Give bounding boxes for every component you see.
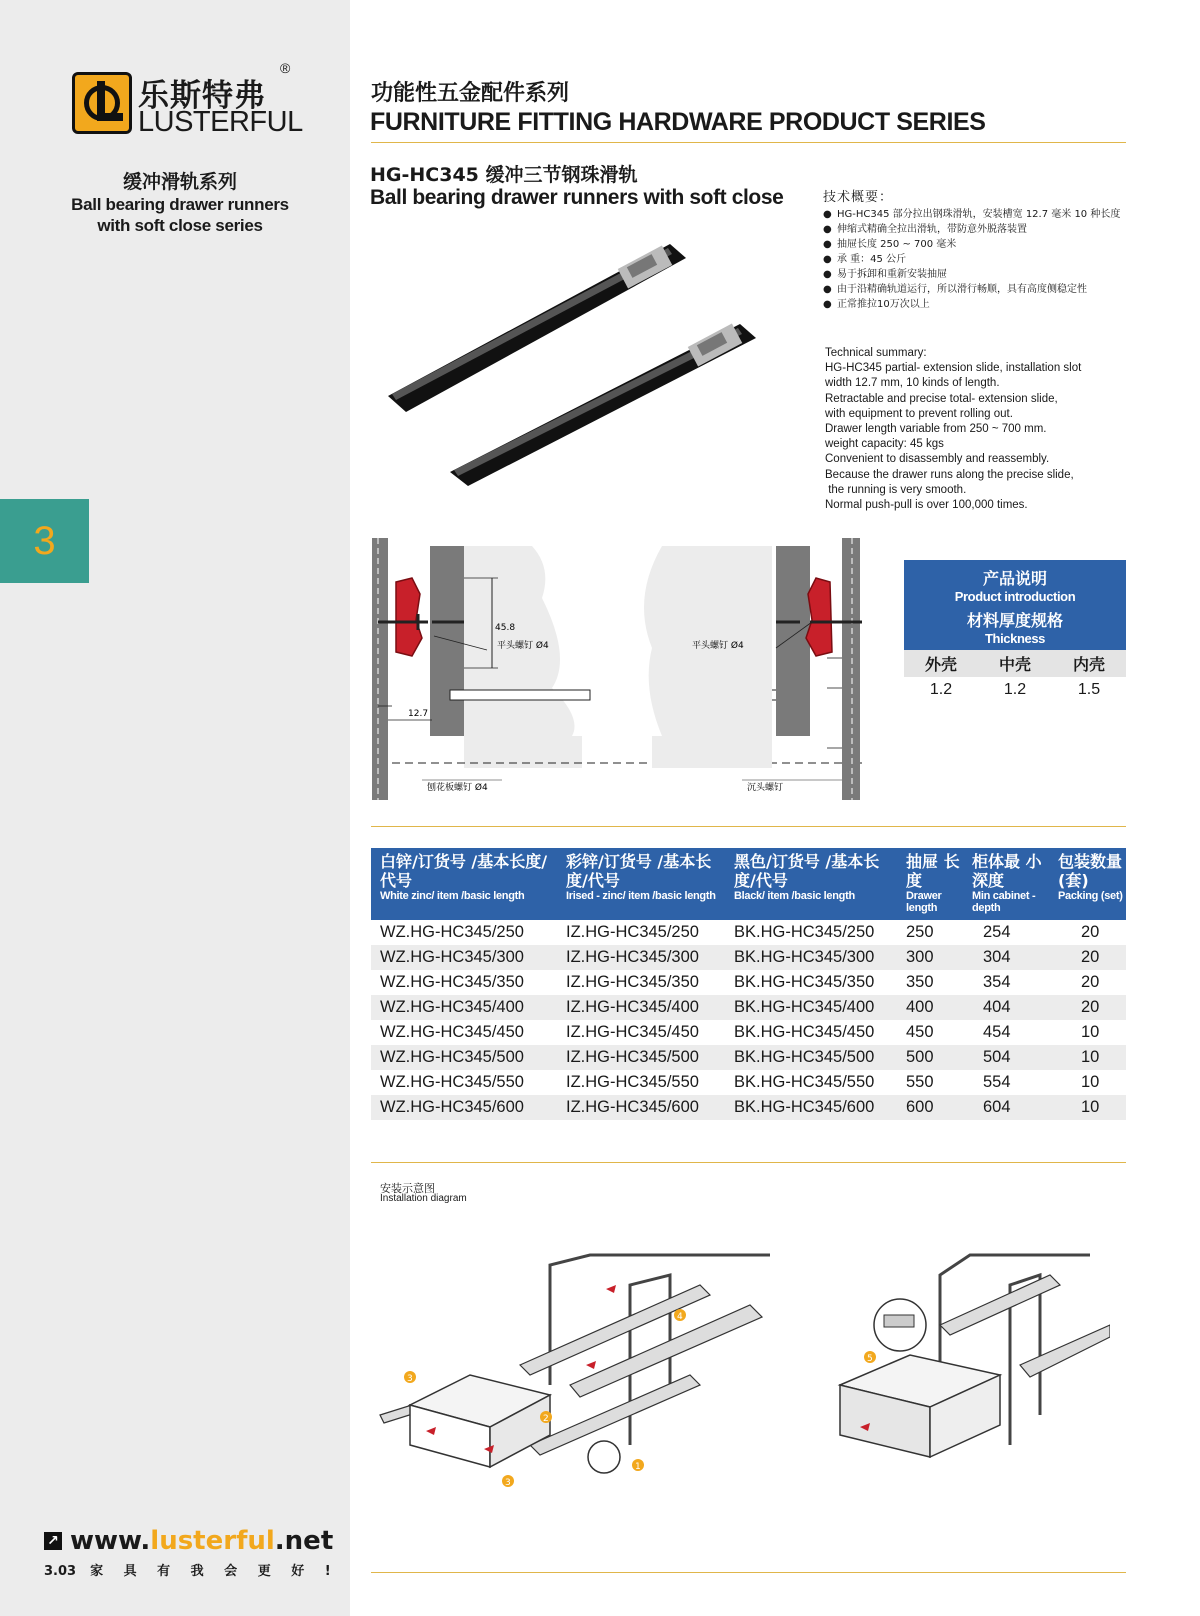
thickness-value: 1.2 xyxy=(929,681,953,698)
dim-height-label: 45.8 xyxy=(495,623,516,633)
header-cn: 抽屉 长度 xyxy=(906,852,960,890)
header-en: Black/ item /basic length xyxy=(734,890,855,902)
header-cn: 白锌/订货号 /基本长度/代号 xyxy=(380,852,548,890)
cell: WZ.HG-HC345/450 xyxy=(380,1023,524,1041)
spec-line: Convenient to disassembly and reassembly. xyxy=(825,453,1050,466)
spec-bullet: ● 正常推拉10万次以上 xyxy=(823,297,1133,312)
cell: WZ.HG-HC345/350 xyxy=(380,973,524,991)
cell: 554 xyxy=(983,1073,1011,1091)
tech-spec-cn xyxy=(823,186,1133,312)
table-row xyxy=(371,970,1126,995)
cross-section-diagram xyxy=(372,538,882,800)
step-badge: 3 xyxy=(407,1374,413,1384)
screw-right-label: 平头螺钉 Ø4 xyxy=(692,641,744,651)
spec-box-title-en: Product introduction xyxy=(954,589,1076,604)
spec-bullet: ● 伸缩式精确全拉出滑轨，带防意外脱落装置 xyxy=(823,222,1133,237)
cell: 250 xyxy=(906,923,934,941)
table-row xyxy=(371,1020,1126,1045)
series-title-en-line2: with soft close series xyxy=(97,216,263,235)
thickness-value: 1.2 xyxy=(1003,681,1027,698)
cell: 350 xyxy=(906,973,934,991)
cell: WZ.HG-HC345/600 xyxy=(371,1095,557,1120)
product-title-cn: HG-HC345 缓冲三节钢珠滑轨 xyxy=(370,164,638,186)
thickness-spec-box xyxy=(904,560,1126,699)
thickness-header: 内壳 xyxy=(1072,655,1105,674)
cell: 354 xyxy=(983,973,1011,991)
page-title-cn: 功能性五金配件系列 xyxy=(371,81,570,106)
slogan-text: 家 具 有 我 会 更 好 ! xyxy=(90,1564,339,1579)
cell: 20 xyxy=(1049,945,1126,970)
header-divider xyxy=(371,142,1126,143)
cell: BK.HG-HC345/600 xyxy=(725,1095,897,1120)
spec-line: Retractable and precise total- extension slide, xyxy=(825,392,1058,405)
col-header-white-zinc xyxy=(371,848,557,920)
page-number: 3.03 xyxy=(44,1564,77,1579)
step-badge: 1 xyxy=(635,1462,641,1472)
cell: 10 xyxy=(1049,1095,1126,1120)
spec-bullet: ● 易于拆卸和重新安装抽屉 xyxy=(823,267,1133,282)
cell: 450 xyxy=(906,1023,934,1041)
thickness-value-row xyxy=(904,677,1126,699)
installation-title-en: Installation diagram xyxy=(380,1193,467,1204)
header-cn: 黑色/订货号 /基本长度/代号 xyxy=(734,852,880,890)
thickness-value: 1.5 xyxy=(1077,681,1101,698)
installation-title-cn: 安装示意图 xyxy=(380,1182,435,1195)
section-divider xyxy=(371,1162,1126,1163)
step-badge: 2 xyxy=(543,1414,549,1424)
footer-divider xyxy=(371,1572,1126,1573)
step-badge: 4 xyxy=(677,1312,683,1322)
cell: WZ.HG-HC345/300 xyxy=(371,945,557,970)
table-header-row xyxy=(371,848,1126,920)
installation-diagram xyxy=(370,1245,1110,1505)
cell: 604 xyxy=(963,1095,1049,1120)
spec-box-title-cn: 产品说明 xyxy=(982,569,1047,588)
cell: 10 xyxy=(1081,1023,1100,1041)
table-row xyxy=(371,1095,1126,1120)
thickness-header: 中壳 xyxy=(998,655,1031,674)
cell: BK.HG-HC345/350 xyxy=(734,973,875,991)
cell: 500 xyxy=(897,1045,963,1070)
cell: BK.HG-HC345/400 xyxy=(725,995,897,1020)
cell: IZ.HG-HC345/550 xyxy=(566,1073,699,1091)
arrow-icon: ↗ xyxy=(44,1532,62,1550)
table-row xyxy=(371,945,1126,970)
cell: 600 xyxy=(897,1095,963,1120)
header-cn: 包装数量 (套) xyxy=(1058,852,1123,890)
header-en: White zinc/ item /basic length xyxy=(380,890,525,902)
spec-line: weight capacity: 45 kgs xyxy=(825,438,944,451)
spec-line: Normal push-pull is over 100,000 times. xyxy=(825,499,1028,512)
cell: 454 xyxy=(983,1023,1011,1041)
website-suffix: .net xyxy=(274,1526,334,1556)
cell: IZ.HG-HC345/350 xyxy=(566,973,699,991)
cell: 404 xyxy=(963,995,1049,1020)
thickness-header: 外壳 xyxy=(924,655,957,674)
col-header-packing xyxy=(1049,848,1126,920)
cell: BK.HG-HC345/300 xyxy=(725,945,897,970)
spec-bullet: ● 承 重：45 公斤 xyxy=(823,252,1133,267)
cell: BK.HG-HC345/550 xyxy=(734,1073,875,1091)
cell: 10 xyxy=(1049,1045,1126,1070)
spec-line: width 12.7 mm, 10 kinds of length. xyxy=(825,377,1000,390)
table-row xyxy=(371,920,1126,945)
spec-box-sub-cn: 材料厚度规格 xyxy=(966,611,1063,630)
cell: WZ.HG-HC345/250 xyxy=(380,923,524,941)
cell: BK.HG-HC345/250 xyxy=(734,923,875,941)
website-highlight: lusterful xyxy=(150,1526,275,1556)
sidebar xyxy=(0,0,350,1616)
col-header-drawer-length xyxy=(897,848,963,920)
table-row xyxy=(371,995,1126,1020)
product-title-en: Ball bearing drawer runners with soft close xyxy=(370,186,784,209)
section-divider xyxy=(371,826,1126,827)
website-link[interactable] xyxy=(44,1526,333,1556)
cell: WZ.HG-HC345/500 xyxy=(371,1045,557,1070)
footer-slogan xyxy=(44,1560,339,1579)
cell: 550 xyxy=(906,1073,934,1091)
step-badge: 5 xyxy=(867,1354,873,1364)
table-row xyxy=(371,1045,1126,1070)
series-title-en xyxy=(0,194,360,236)
cell: IZ.HG-HC345/600 xyxy=(557,1095,725,1120)
spec-line: with equipment to prevent rolling out. xyxy=(825,407,1013,420)
cell: IZ.HG-HC345/500 xyxy=(557,1045,725,1070)
spec-box-sub-en: Thickness xyxy=(985,631,1045,646)
cell: 254 xyxy=(983,923,1011,941)
step-badge: 3 xyxy=(505,1478,511,1488)
thickness-header-row xyxy=(904,650,1126,677)
product-table xyxy=(371,848,1126,1120)
spec-line: Technical summary: xyxy=(825,347,927,359)
spec-box-header xyxy=(904,560,1126,650)
screw-left-label: 平头螺钉 Ø4 xyxy=(497,641,549,651)
cell: 20 xyxy=(1081,973,1100,991)
header-en: Packing (set) xyxy=(1058,890,1123,902)
table-row xyxy=(371,1070,1126,1095)
header-cn: 柜体最 小深度 xyxy=(972,852,1042,890)
spec-bullet: ● 由于沿精确轨道运行，所以滑行畅顺，具有高度侧稳定性 xyxy=(823,282,1133,297)
col-header-black xyxy=(725,848,897,920)
registered-mark: ® xyxy=(280,60,291,76)
cell: IZ.HG-HC345/300 xyxy=(557,945,725,970)
spec-line: HG-HC345 partial- extension slide, installation slot xyxy=(825,362,1082,375)
spec-bullet: ● HG-HC345 部分拉出钢珠滑轨，安装槽宽 12.7 毫米 10 种长度 xyxy=(823,207,1133,222)
header-en: Irised - zinc/ item /basic length xyxy=(566,890,716,902)
brand-logo xyxy=(72,60,303,140)
header-en: Drawer length xyxy=(906,890,942,914)
cell: IZ.HG-HC345/250 xyxy=(566,923,699,941)
cell: BK.HG-HC345/450 xyxy=(734,1023,875,1041)
cell: 400 xyxy=(897,995,963,1020)
cell: 304 xyxy=(963,945,1049,970)
cell: WZ.HG-HC345/400 xyxy=(371,995,557,1020)
col-header-irised-zinc xyxy=(557,848,725,920)
cell: 20 xyxy=(1049,995,1126,1020)
website-prefix: www. xyxy=(70,1526,151,1556)
logo-name-en: LUSTERFUL xyxy=(138,106,303,138)
col-header-min-depth xyxy=(963,848,1049,920)
bottom-left-label: 刨花板螺钉 Ø4 xyxy=(427,783,488,793)
cell: BK.HG-HC345/500 xyxy=(725,1045,897,1070)
bottom-right-label: 沉头螺钉 xyxy=(747,783,784,793)
cell: 20 xyxy=(1081,923,1100,941)
cell: 10 xyxy=(1081,1073,1100,1091)
chapter-tab: 3 xyxy=(0,499,89,583)
product-photo xyxy=(380,236,780,486)
tech-spec-en xyxy=(825,346,1135,513)
spec-heading-cn: 技术概要： xyxy=(823,190,894,205)
spec-bullet: ● 抽屉长度 250 ~ 700 毫米 xyxy=(823,237,1133,252)
series-title-en-line1: Ball bearing drawer runners xyxy=(71,195,289,214)
series-title-cn: 缓冲滑轨系列 xyxy=(122,171,237,193)
dim-slot-label: 12.7 xyxy=(408,709,429,719)
cell: WZ.HG-HC345/550 xyxy=(380,1073,524,1091)
cell: 300 xyxy=(897,945,963,970)
cell: 504 xyxy=(963,1045,1049,1070)
logo-mark-icon xyxy=(72,72,132,134)
header-cn: 彩锌/订货号 /基本长度/代号 xyxy=(566,852,712,890)
page-title-en: FURNITURE FITTING HARDWARE PRODUCT SERIES xyxy=(370,108,986,136)
header-en: Min cabinet -depth xyxy=(972,890,1036,914)
cell: IZ.HG-HC345/400 xyxy=(557,995,725,1020)
cell: IZ.HG-HC345/450 xyxy=(566,1023,699,1041)
spec-line: the running is very smooth. xyxy=(825,483,967,496)
logo-name-cn: 乐斯特弗 xyxy=(138,78,266,114)
spec-line: Because the drawer runs along the precise slide, xyxy=(825,468,1074,481)
spec-line: Drawer length variable from 250 ~ 700 mm. xyxy=(825,423,1047,436)
